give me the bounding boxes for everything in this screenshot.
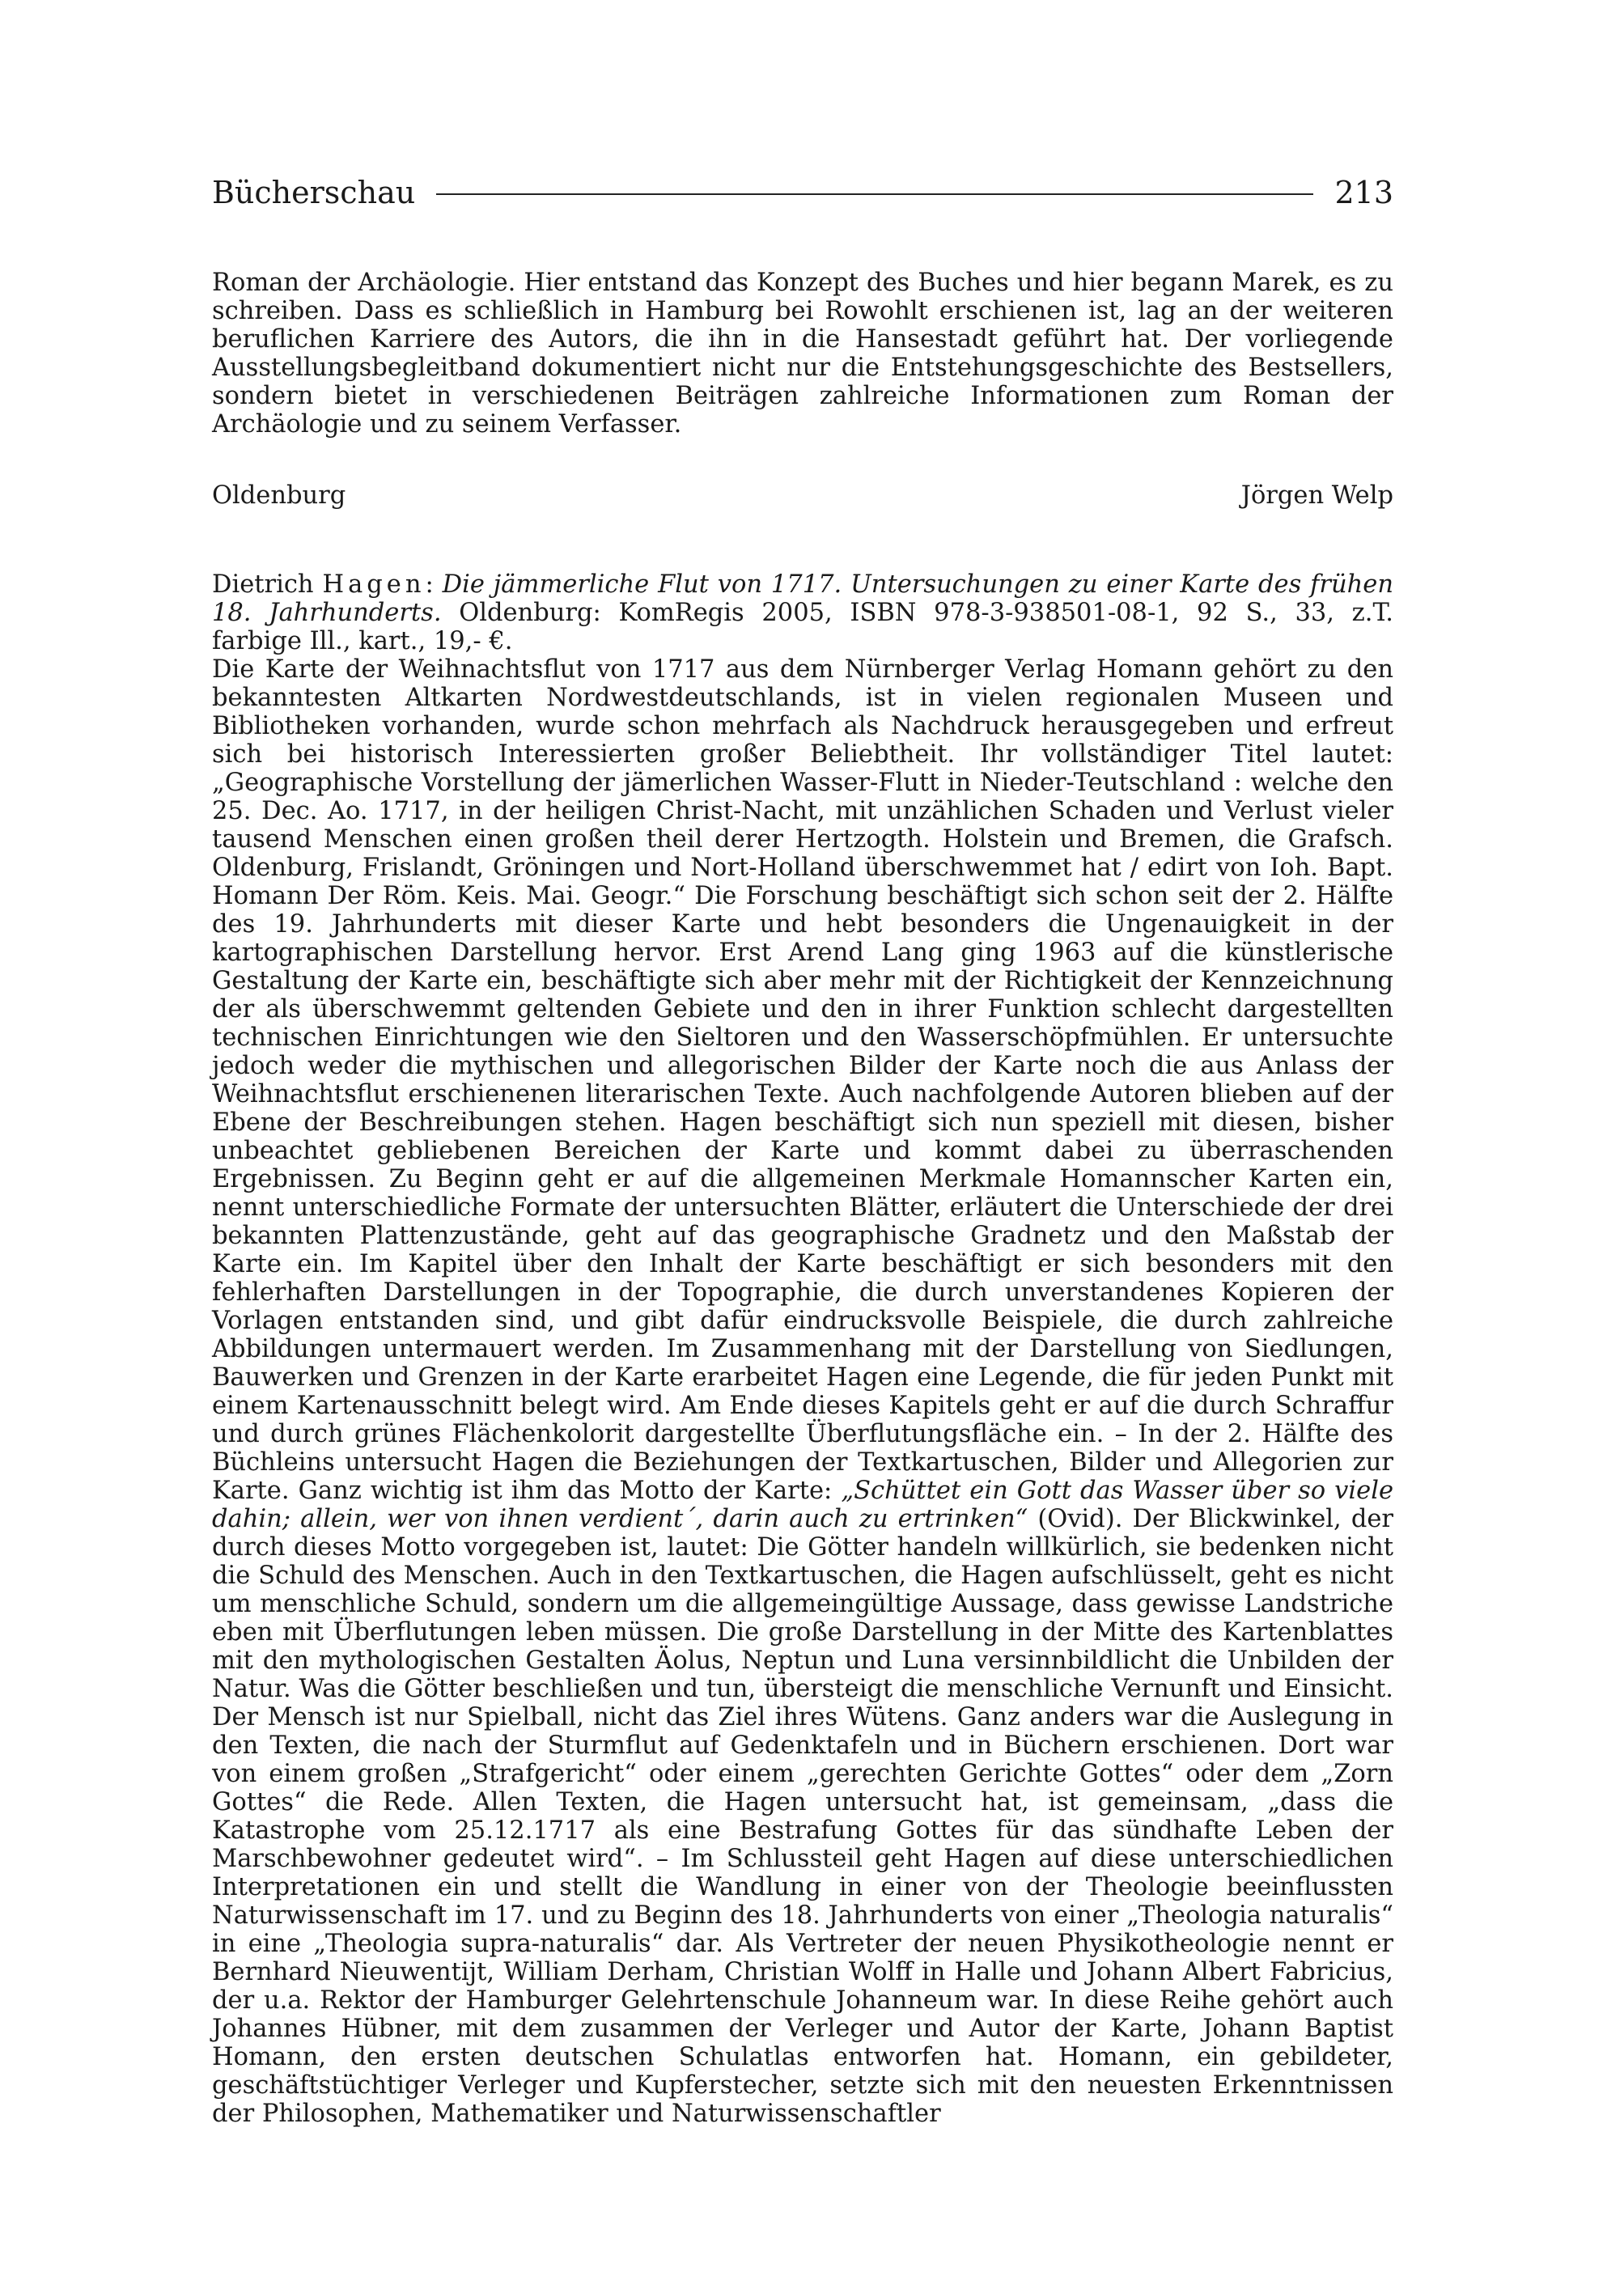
review-1-reviewer: Jörgen Welp [1240, 481, 1393, 510]
review-2-author-last: Hagen [322, 570, 426, 599]
review-2-body-part-2: (Ovid). Der Blickwinkel, der durch dieses Motto vorgegeben ist, lautet: Die Götter handeln willkürlich, sie bedenken nicht die Schuld des Menschen. Auch in den Textkartuschen, die Hagen aufschlüsselt, geht es nicht um menschliche Schuld, sondern um die allgemeingültige Aussage, dass gewisse Landstriche eben mit Überflutungen leben müssen. Die große Darstellung in der Mitte des Kartenblattes mit den mythologischen Gestalten Äolus, Neptun und Luna versinnbildlicht die Unbilden der Natur. Was die Götter beschließen und tun, übersteigt die menschliche Vernunft und Einsicht. Der Mensch ist nur Spielball, nicht das Ziel ihres Wütens. Ganz anders war die Auslegung in den Texten, die nach der Sturmflut auf Gedenktafeln und in Büchern erschienen. Dort war von einem großen „Strafgericht“ oder einem „gerechten Gerichte Gottes“ oder dem „Zorn Gottes“ die Rede. Allen Texten, die Hagen untersucht hat, ist gemeinsam, „dass die Katastrophe vom 25.12.1717 als eine Bestrafung Gottes für das sündhafte Leben der Marschbewohner gedeutet wird“. – Im Schlussteil geht Hagen auf diese unterschiedlichen Interpretationen ein und stellt die Wandlung in einer von der Theologie beeinflussten Naturwissenschaft im 17. und zu Beginn des 18. Jahrhunderts von einer „Theologia naturalis“ in eine „Theologia supra-naturalis“ dar. Als Vertreter der neuen Physikotheologie nennt er Bernhard Nieuwentijt, William Derham, Christian Wolff in Halle und Johann Albert Fabricius, der u.a. Rektor der Hamburger Gelehrtenschule Johanneum war. In diese Reihe gehört auch Johannes Hübner, mit dem zusammen der Verleger und Autor der Karte, Johann Baptist Homann, den ersten deutschen Schulatlas entworfen hat. Homann, ein gebildeter, geschäftstüchtiger Verleger und Kupferstecher, setzte sich mit den neuesten Erkenntnissen der Philosophen, Mathematiker und Naturwissenschaftler [212, 1505, 1393, 2128]
review-2 [212, 570, 1393, 2128]
section-title: Bücherschau [212, 175, 416, 210]
review-2-author-first: Dietrich [212, 570, 314, 599]
review-1-text: Roman der Archäologie. Hier entstand das Konzept des Buches und hier begann Marek, es zu schreiben. Dass es schließlich in Hamburg bei Rowohlt erschienen ist, lag an der weiteren beruflichen Karriere des Autors, die ihn in die Hansestadt geführt hat. Der vorliegende Ausstellungsbegleitband dokumentiert nicht nur die Entstehungsgeschichte des Bestsellers, sondern bietet in verschiedenen Beiträgen zahlreiche Informationen zum Roman der Archäologie und zu seinem Verfasser. [212, 269, 1393, 439]
review-2-body-part-1: Die Karte der Weihnachtsflut von 1717 aus dem Nürnberger Verlag Homann gehört zu den bekanntesten Altkarten Nordwestdeutschlands, ist in vielen regionalen Museen und Bibliotheken vorhanden, wurde schon mehrfach als Nachdruck herausgegeben und erfreut sich bei historisch Interessierten großer Beliebtheit. Ihr vollständiger Titel lautet: „Geographische Vorstellung der jämerlichen Wasser-Flutt in Nieder-Teutschland : welche den 25. Dec. Ao. 1717, in der heiligen Christ-Nacht, mit unzählichen Schaden und Verlust vieler tausend Menschen einen großen theil derer Hertzogth. Holstein und Bremen, die Grafsch. Oldenburg, Frislandt, Gröningen und Nort-Holland überschwemmet hat / edirt von Ioh. Bapt. Homann Der Röm. Keis. Mai. Geogr.“ Die Forschung beschäftigt sich schon seit der 2. Hälfte des 19. Jahrhunderts mit dieser Karte und hebt besonders die Ungenauigkeit in der kartographischen Darstellung hervor. Erst Arend Lang ging 1963 auf die künstlerische Gestaltung der Karte ein, beschäftigte sich aber mehr mit der Richtigkeit der Kennzeichnung der als überschwemmt geltenden Gebiete und den in ihrer Funktion schlecht dargestellten technischen Einrichtungen wie den Sieltoren und den Wasserschöpfmühlen. Er untersuchte jedoch weder die mythischen und allegorischen Bilder der Karte noch die aus Anlass der Weihnachtsflut erschienenen literarischen Texte. Auch nachfolgende Autoren blieben auf der Ebene der Beschreibungen stehen. Hagen beschäftigt sich nun speziell mit diesen, bisher unbeachtet gebliebenen Bereichen der Karte und kommt dabei zu überraschenden Ergebnissen. Zu Beginn geht er auf die allgemeinen Merkmale Homannscher Karten ein, nennt unterschiedliche Formate der untersuchten Blätter, erläutert die Unterschiede der drei bekannten Plattenzustände, geht auf das geographische Gradnetz und den Maßstab der Karte ein. Im Kapitel über den Inhalt der Karte beschäftigt er sich besonders mit den fehlerhaften Darstellungen in der Topographie, die durch unverstandenes Kopieren der Vorlagen entstanden sind, und gibt dafür eindrucksvolle Beispiele, die durch zahlreiche Abbildungen untermauert werden. Im Zusammenhang mit der Darstellung von Siedlungen, Bauwerken und Grenzen in der Karte erarbeitet Hagen eine Legende, die für jeden Punkt mit einem Kartenausschnitt belegt wird. Am Ende dieses Kapitels geht er auf die durch Schraffur und durch grünes Flächenkolorit dargestellte Überflutungsfläche ein. – In der 2. Hälfte des Büchleins untersucht Hagen die Beziehungen der Textkartuschen, Bilder und Allegorien zur Karte. Ganz wichtig ist ihm das Motto der Karte: [212, 655, 1393, 1505]
review-1-signature [212, 481, 1393, 510]
page-number: 213 [1334, 175, 1393, 210]
review-1-place: Oldenburg [212, 481, 346, 510]
review-2-body [212, 655, 1393, 2128]
review-2-motto: „Schüttet ein Gott das Wasser über so viele dahin; allein, wer von ihnen verdient´, darin auch zu ertrinken“ [212, 1477, 1394, 1533]
review-2-citation: Dietrich Hagen: Die jämmerliche Flut von 1717. Untersuchungen zu einer Karte des frühen 18. Jahrhunderts. Oldenburg: KomRegis 2005, ISBN 978-3-938501-08-1, 92 S., 33, z.T. farbige Ill., kart., 19,- €. [212, 570, 1394, 655]
review-2-publication: Oldenburg: KomRegis 2005, ISBN 978-3-938501-08-1, 92 S., 33, z.T. farbige Ill., kart., 19,- €. [212, 599, 1394, 655]
review-2-book-title: Die jämmerliche Flut von 1717. Untersuchungen zu einer Karte des frühen 18. Jahrhunderts. [212, 570, 1393, 627]
review-1-continuation [212, 269, 1393, 439]
running-head [212, 170, 1393, 215]
header-rule [436, 193, 1313, 195]
